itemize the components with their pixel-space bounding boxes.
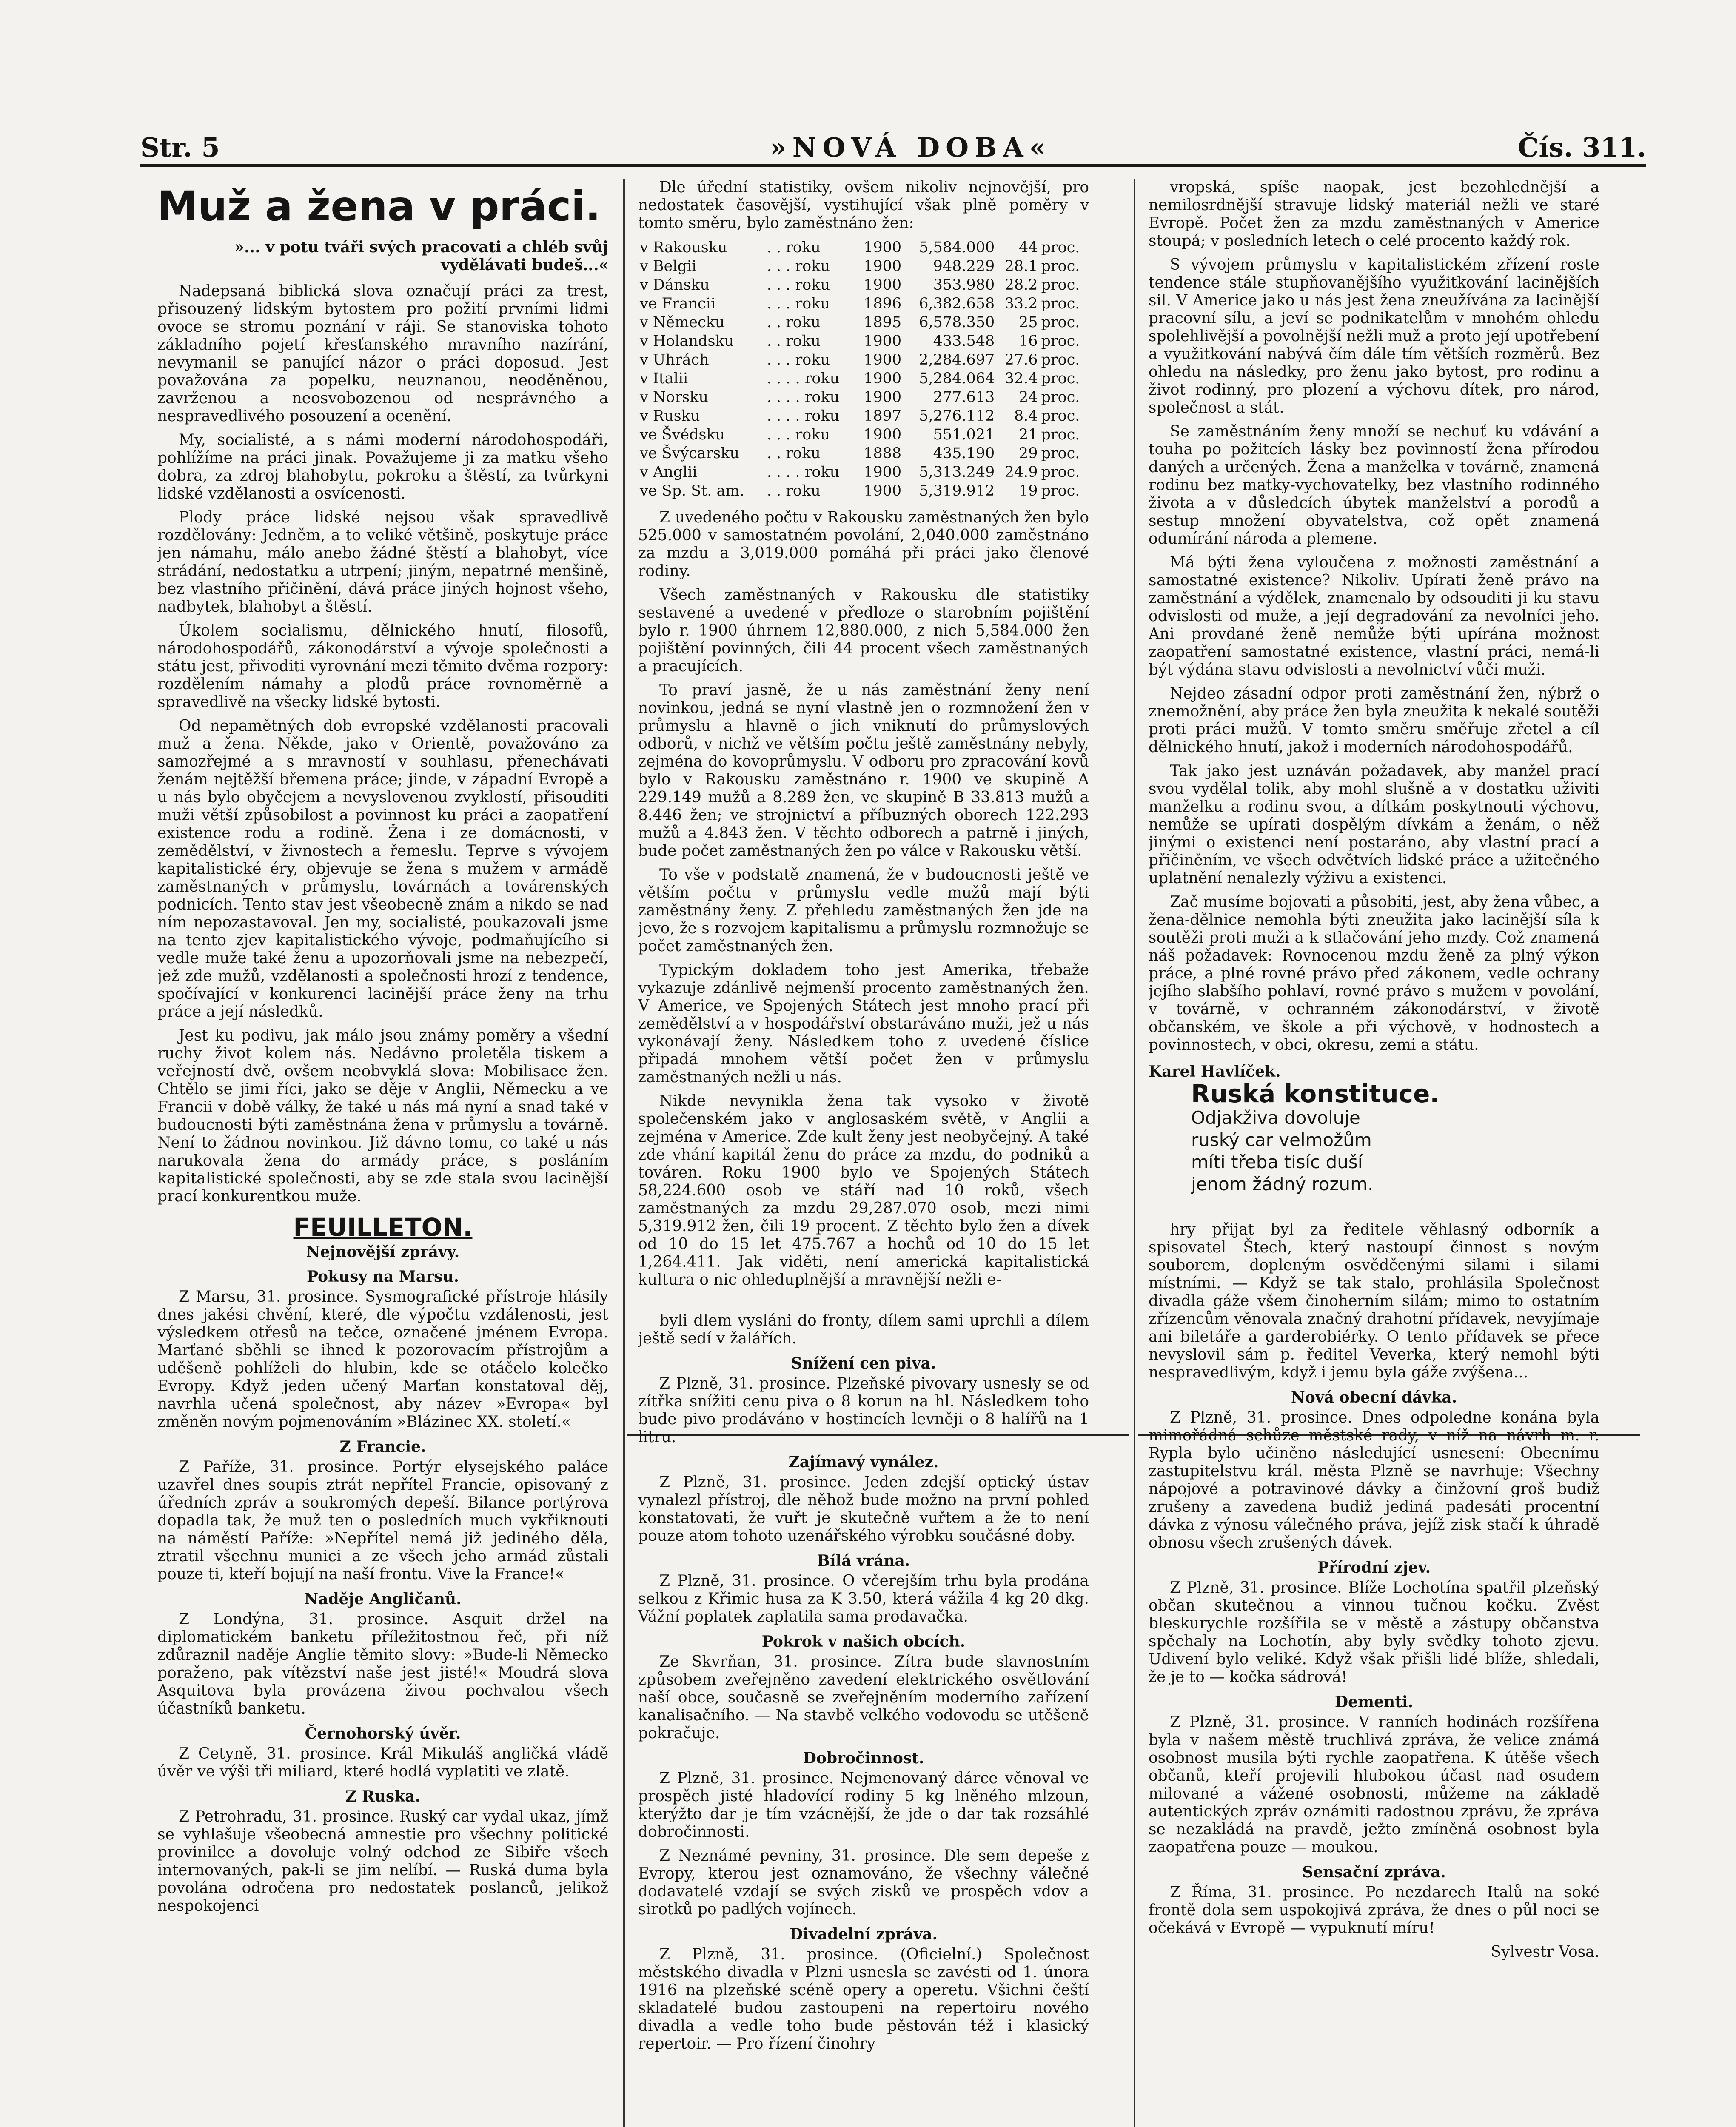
stats-row [638,276,1089,294]
article-title: Muž a žena v práci. [157,182,601,230]
article-paragraph: Se zaměstnáním ženy množí se nechuť ku vdávání a touha po požitcích lásky bez povinností žena přírodou daných a určených. Žena a manželka v továrně, znamená rodinu bez matky-vychovatelky, bez vlastního rodinného života a v důsledcích úbytek manželství a porodů a sestup množení obyvatelstva, což opět znamená odumírání národa a plemene. [1149,423,1599,547]
news-heading: Pokusy na Marsu. [306,1268,459,1286]
stats-cell: proc. [1041,351,1080,368]
stats-cell: 353.980 [933,277,995,294]
stats-cell: v Rakousku [640,239,727,256]
news-heading: Divadelní zpráva. [790,1925,938,1943]
stats-cell: 24.9 [1004,464,1038,481]
stats-row [638,444,1089,463]
stats-cell: 551.021 [933,426,995,443]
news-heading: Dementi. [1334,1693,1414,1711]
column-divider-1 [623,179,625,2127]
stats-cell: ve Švédsku [640,426,725,443]
stats-row [638,425,1089,444]
news-text: Z Plzně, 31. prosince. Jeden zdejší optický ústav vynalezl přístroj, dle něhož bude možno na první pohled konstatovati, že vuřt je skutečně vuřtem a že to není pouze atom tohoto uzenářského výrobku součásné doby. [638,1474,1089,1545]
stats-cell: v Belgii [640,258,697,275]
column-right [1149,179,1599,2127]
stats-cell: . . . roku [767,351,830,368]
poem-title: Ruská konstituce. [1191,1079,1440,1108]
stats-cell: . . roku [767,239,821,256]
stats-row [638,463,1089,482]
poem-line: ruský car velmožům [1191,1129,1372,1150]
news-text: Z Paříže, 31. prosince. Portýr elysejského paláce uzavřel dnes soupis ztrát nepřítel Francie, opisovaný z úředních zpráv a soukromých depeší. Bilance portýrova dopadla tak, že muž ten o posledních much vykřiknouti na náměstí Paříže: »Nepřítel nemá již jediného děla, ztratil všechnu munici a ze všech jeho armád zůstali pouze ti, kteří bojují na naší frontu. Vive la France!« [157,1458,608,1583]
news-text: Z Petrohradu, 31. prosince. Ruský car vydal ukaz, jímž se vyhlašuje všeobecná amnestie pro všechny politické provinilce a dovoluje volný odchod ze Sibiře všech internovaných, pak-li se jim nelíbí. — Ruská duma byla povolána odročena pro nedostatek poslanců, jelikož nespokojenci [157,1808,608,1915]
stats-cell: 6,382.658 [919,295,995,312]
news-text: byli dlem vysláni do fronty, dílem sami uprchli a dílem ještě sedí v žalářích. [638,1312,1089,1347]
news-heading: Pokrok v našich obcích. [761,1633,966,1651]
article-paragraph: Plody práce lidské nejsou však spravedlivě rozdělovány: Jedněm, a to veliké většině, poskytuje práce jen námahu, málo anebo žádné štěstí a blahobyt, více strádání, nedostatku a utrpení; jiným, nepatrné menšině, bez vlastního přičinění, dává práce jiných hojnost všeho, nadbytek, blahobyt a štěstí. [157,509,608,616]
stats-cell: proc. [1041,295,1080,312]
stats-cell: 1900 [864,258,902,275]
feuilleton-title: FEUILLETON. [293,1213,473,1242]
news-heading: Snížení cen piva. [791,1354,936,1372]
poem-line: jenom žádný rozum. [1191,1174,1374,1195]
stats-cell: . . . . roku [767,408,840,425]
masthead: »NOVÁ DOBA« [770,132,1052,163]
article-paragraph: vropská, spíše naopak, jest bezohlednější a nemilosrdnější stravuje lidský materiál nežli ve staré Evropě. Počet žen za mzdu zaměstnaných v Americe stoupá; v posledních letech o celé procento každý rok. [1149,179,1599,250]
stats-row [638,351,1089,369]
article-paragraph: Tak jako jest uznáván požadavek, aby manžel prací svou vydělal tolik, aby mohl slušně a v dostatku uživiti manželku a rodinu svou, a dítkám poskytnouti výchovu, nemůže se upírati dospělým dívkám a ženám, o něž jinými o existenci není postaráno, aby vlastní prací a přičiněním, ve všech odvětvích lidské práce a užitečného uplatnění nenalezly výživu a existenci. [1149,762,1599,887]
stats-cell: ve Švýcarsku [640,445,740,462]
stats-cell: 1900 [864,239,902,256]
stats-intro: Dle úřední statistiky, ovšem nikoliv nejnovější, pro nedostatek časovější, vystihující však plně poměry v tomto směru, bylo zaměstnáno žen: [638,179,1089,232]
article-paragraph: Od nepamětných dob evropské vzdělanosti pracovali muž a žena. Někde, jako v Orientě, považováno za samozřejmé a s mravností v souhlasu, přenechávati ženám nejtěžší břemena práce; jinde, v západní Evropě a u nás bylo obyčejem a nevyslovenou zvyklostí, přisouditi muži větší způsobilost a povinnost ku práci a zaopatření existence rodu a rodině. Žena i ze domácnosti, v zemědělství, v živnostech a řemeslu. Teprve s vývojem kapitalistické éry, objevuje se žena s mužem v armádě zaměstnaných v průmyslu, továrnách a továrenských podnicích. Tento stav jest všeobecně znám a nikdo se nad ním nepozastavoval. Jen my, socialisté, poukazovali jsme na tento zjev kapitalistického vývoje, podmaňujícího si vedle muže také ženu a upozorňovali jsme na nebezpečí, jež zde mužů, vzdělanosti a společnosti hrozí z tendence, spočívající v konkurenci lacinější práce ženy na trhu práce a její následků. [157,717,608,1021]
stats-cell: . . . . roku [767,389,840,406]
stats-cell: 27.6 [1004,351,1038,368]
article-paragraph: Jest ku podivu, jak málo jsou známy poměry a všední ruchy život kolem nás. Nedávno proletěla tiskem a veřejností dvě, ovšem neobvyklá slova: Mobilisace žen. Chtělo se jimi říci, jako se děje v Anglii, Německu a ve Francii v době války, že také u nás má nyní a snad také v budoucnosti býti zaměstnána žena v průmyslu a továrně. Není to žádnou novinkou. Již dávno tomu, co také u nás narukovala žena do armády práce, s posláním kapitalistické společnosti, aby se zde stala svou lacinější prací konkurentkou muže. [157,1027,608,1205]
column-left [157,179,608,2127]
stats-cell: 1900 [864,333,902,350]
issue-number: Čís. 311. [1518,132,1646,163]
stats-cell: proc. [1041,370,1080,387]
stats-cell: 1900 [864,482,902,499]
header-rule [140,164,1646,167]
article-epigraph: »... v potu tváři svých pracovati a chléb svůj vydělávati budeš...« [234,238,608,274]
article-paragraph: Všech zaměstnaných v Rakousku dle statistiky sestavené a uvedené v předloze o starobním pojištění bylo r. 1900 úhrnem 12,880.000, z nich 5,584.000 žen pojištění povinných, čili 44 procent všech zaměstnaných a pracujících. [638,586,1089,675]
news-text: Z Marsu, 31. prosince. Sysmografické přístroje hlásily dnes jakési chvění, které, dle výpočtu vzdálenosti, jest výsledkem otřesů na tečce, označené jménem Evropa. Marťané sběhli se ihned k pozorovacím přístrojům a uděšeně pohlíželi do hlubin, kde se otáčelo kolečko Evropy. Když jeden učený Marťan konstatoval děj, navrhla učená společnost, aby název »Evropa« byl změněn novým pojmenováním »Blázinec XX. století.« [157,1288,608,1431]
stats-cell: 28.2 [1004,277,1038,294]
stats-cell: 1900 [864,464,902,481]
stats-cell: v Dánsku [640,277,710,294]
stats-cell: 6,578.350 [919,314,995,331]
stats-cell: proc. [1041,333,1080,350]
stats-cell: proc. [1041,482,1080,499]
stats-cell: 28.1 [1004,258,1038,275]
stats-row [638,257,1089,276]
news-text: Ze Skvrňan, 31. prosince. Zítra bude slavnostním způsobem zveřejněno zavedení elektrického osvětlování naší obce, současně se zveřejněním moderního zařízení kanalisačního. — Na stavbě velkého vodovodu se utěšeně pokračuje. [638,1653,1089,1742]
stats-cell: . . . roku [767,426,830,443]
stats-cell: . . . . roku [767,464,840,481]
news-text: Z Plzně, 31. prosince. Plzeňské pivovary usnesly se od zítřka snížiti cenu piva o 8 korun na hl. Následkem toho bude pivo prodáváno v hostincích levněji o 8 halířů na 1 litru. [638,1375,1089,1446]
stats-cell: proc. [1041,314,1080,331]
stats-row [638,388,1089,407]
news-text: Z Plzně, 31. prosince. V ranních hodinách rozšířena byla v našem městě truchlivá zpráva, že velice známá osobnost musila býti rychle zaopatřena. K útěše všech občanů, kteří projevili hlubokou účast nad osudem milované a vážené osobnosti, můžeme na základě autentických zpráv oznámiti radostnou zprávu, že zpráva se nezakládá na pravdě, ježto zmíněná osobnost byla zaopatřena pouze — moukou. [1149,1714,1599,1856]
news-text: Z Plzně, 31. prosince. Dnes odpoledne konána byla mimořádná schůze městské rady, v níž na návrh m. r. Rypla bylo učiněno následující usnesení: Obecnímu zastupitelstvu král. města Plzně se navrhuje: Všechny nápojové a potravinové dávky a činžovní groš budiž zrušeny a zavedena budiž jediná padesáti procentní dávka z výnosu válečného práva, jejíž zisk stačí k úhradě obnosu všech zrušených dávek. [1149,1409,1599,1551]
stats-cell: 1900 [864,426,902,443]
employment-statistics-table [638,238,1089,500]
stats-cell: . . . roku [767,295,830,312]
news-text: Z Cetyně, 31. prosince. Král Mikuláš angličká vládě úvěr ve výši tři miliard, které hodlá vyplatiti ve zlatě. [157,1745,608,1780]
article-paragraph: Nadepsaná biblická slova označují práci za trest, přisouzený lidským bytostem pro požití prvními lidmi ovoce se stromu poznání v ráji. Se stanoviska tohoto základního pojetí křesťanského mravního nazírání, nevymanil se panující názor o práci doposud. Jest považována za popelku, neuznanou, neoděněnou, zavrženou a neosvobozenou od nesprávného a nespravedlivého posouzení a ocenění. [157,282,608,425]
article-paragraph: Nejdeo zásadní odpor proti zaměstnání žen, nýbrž o znemožnění, aby práce žen byla zneužita k nekalé soutěži proti práci mužů. V tomto směru směřuje zřetel a cíl dělnického hnutí, jakož i moderních národohospodářů. [1149,685,1599,756]
article-paragraph: Typickým dokladem toho jest Amerika, třebaže vykazuje zdánlivě nejmenší procento zaměstnaných žen. V Americe, ve Spojených Státech jest mnoho prací při zemědělství a v hospodářství obstaráváno muži, jež u nás vykonávají ženy. Následkem toho z uvedené číslice připadá mnohem větší počet žen v průmyslu zaměstnaných nežli u nás. [638,961,1089,1086]
stats-cell: 24 [1018,389,1038,406]
feuilleton-subtitle: Nejnovější zprávy. [306,1243,460,1261]
stats-cell: . . roku [767,482,821,499]
stats-cell: 277.613 [933,389,995,406]
stats-cell: v Uhrách [640,351,709,368]
stats-cell: ve Sp. St. am. [640,482,744,499]
stats-row [638,482,1089,500]
article-paragraph: Úkolem socialismu, dělnického hnutí, filosofů, národohospodářů, zákonodárství a vývoje společnosti a státu jest, přivoditi vyrovnání mezi těmito dvěma rozpory: rozdělením námahy a plodů práce rovnoměrně a spravedlivě na všecky lidské bytosti. [157,622,608,711]
stats-cell: v Rusku [640,408,700,425]
column-middle [638,179,1089,2127]
stats-cell: . . roku [767,314,821,331]
news-heading: Zajímavý vynález. [788,1453,939,1471]
news-text: Z Plzně, 31. prosince. Nejmenovaný dárce věnoval ve prospěch jisté hladovící rodiny 5 kg lněného mlzoun, kterýžto dar je tím vzácnější, že jde o dar tak rozsáhlé dobročinnosti. [638,1770,1089,1841]
stats-row [638,369,1089,388]
stats-cell: v Holandsku [640,333,734,350]
stats-cell: 32.4 [1004,370,1038,387]
stats-cell: proc. [1041,426,1080,443]
stats-cell: 1900 [864,277,902,294]
article-paragraph: To vše v podstatě znamená, že v budoucnosti ještě ve větším počtu v průmyslu vedle mužů mají býti zaměstnány ženy. Z přehledu zaměstnaných žen jde na jevo, že s rozvojem kapitalismu a průmyslu rozmnožuje se počet zaměstnaných žen. [638,866,1089,955]
stats-cell: 5,584.000 [919,239,995,256]
article-paragraph: Z uvedeného počtu v Rakousku zaměstnaných žen bylo 525.000 v samostatném povolání, 2,040.000 zaměstnáno za mzdu a 3,019.000 pomáhá při práci jako členové rodiny. [638,509,1089,580]
news-text: hry přijat byl za ředitele věhlasný odborník a spisovatel Štech, který nastoupí činnost s novým souborem, dopleným osvědčenými silami i silami místními. — Když se tak stalo, prohlásila Společnost divadla gáže všem činoherním silám; mimo to ostatním zřízencům věnovala značný drahotní přídavek, nevyjímaje ani biletáře a garderobiérky. O tento přídavek se přece nevyslovil sám p. ředitel Veverka, který nemohl býti nespravedlivým, když i jemu byla gáže zvýšena... [1149,1221,1599,1381]
article-paragraph: Nikde nevynikla žena tak vysoko v životě společenském jako v anglosaském světě, v Anglii a zejména v Americe. Zde kult ženy jest neobyčejný. A také zde vhání kapitál ženu do práce za mzdu, do podniků a továren. Roku 1900 bylo ve Spojených Státech 58,224.600 osob ve stáří nad 10 roků, všech zaměstnaných za mzdu 29,287.070 osob, mezi nimi 5,319.912 žen, čili 19 procent. Z těchto bylo žen a dívek od 10 do 15 let 475.767 a hochů od 10 do 15 let 1,264.411. Jak viděti, není americká kapitalistická kultura o nic ohleduplnější a mravnější nežli e- [638,1092,1089,1289]
stats-cell: 5,313.249 [919,464,995,481]
news-text: Z Londýna, 31. prosince. Asquit držel na diplomatickém banketu příležitostnou řeč, při níž zdůraznil naděje Anglie těmito slovy: »Bude-li Německo poraženo, pak vítězství naše jest jisté!« Moudrá slova Asquitova byla provázena živou pochvalou všech účastníků banketu. [157,1611,608,1717]
stats-cell: proc. [1041,258,1080,275]
stats-cell: 19 [1018,482,1038,499]
news-heading: Bílá vrána. [817,1552,910,1570]
stats-cell: 2,284.697 [919,351,995,368]
stats-cell: 8.4 [1014,408,1038,425]
article-author: Karel Havlíček. [1149,1063,1281,1081]
news-text: Z Neznámé pevniny, 31. prosince. Dle sem depeše z Evropy, kterou jest oznamováno, že všechny válečné dodavatelé vzdají se svých zisků ve prospěch vdov a sirotků po padlých vojínech. [638,1847,1089,1918]
stats-cell: 33.2 [1004,295,1038,312]
stats-cell: 25 [1018,314,1038,331]
stats-cell: v Italii [640,370,688,387]
stats-cell: 1895 [864,314,902,331]
stats-cell: 435.190 [933,445,995,462]
stats-cell: 5,319.912 [919,482,995,499]
stats-cell: proc. [1041,445,1080,462]
article-paragraph: Má býti žena vyloučena z možnosti zaměstnání a samostatné existence? Nikoliv. Upírati ženě právo na zaměstnání a výdělek, znamenalo by odsouditi ji ku stavu odvislosti od muže, a její degradování za nevolníci jeho. Ani provdané ženě nemůže býti upírána možnost zaopatření samostatné existence, vlastní práci, nemá-li být výdána stavu odvislosti a nevolnictví vůči muži. [1149,554,1599,679]
stats-row [638,407,1089,425]
stats-cell: . . roku [767,333,821,350]
news-heading: Černohorský úvěr. [305,1725,461,1742]
stats-row [638,238,1089,257]
news-heading: Naděje Angličanů. [304,1590,462,1608]
news-heading: Přírodní zjev. [1317,1559,1431,1577]
stats-cell: 1896 [864,295,902,312]
stats-cell: 948.229 [933,258,995,275]
stats-cell: 1897 [864,408,902,425]
stats-cell: v Anglii [640,464,697,481]
news-heading: Dobročinnost. [803,1749,924,1767]
news-text: Z Plzně, 31. prosince. (Oficielní.) Společnost městského divadla v Plzni usnesla se zavésti od 1. února 1916 na plzeňské scéně opery a operetu. Všichni čeští skladatelé budou zastoupeni na repertoiru nového divadla a vedle toho bude pěstován též i klasický repertoir. — Pro řízení činohry [638,1946,1089,2053]
stats-cell: v Německu [640,314,725,331]
stats-cell: 21 [1018,426,1038,443]
column-divider-2 [1134,179,1135,2127]
stats-cell: proc. [1041,277,1080,294]
stats-cell: 1888 [864,445,902,462]
stats-row [638,332,1089,351]
stats-cell: ve Francii [640,295,716,312]
news-text: Z Plzně, 31. prosince. Blíže Lochotína spatřil plzeňský občan skutečnou a vinnou tučnou kočku. Zvěst bleskurychle rozšířila se v městě a zástupy občanstva spěchaly na Lochotín, aby byly svědky tohoto zjevu. Udivení bylo veliké. Když však přišli lidé blíže, shledali, že je to — kočka sádrová! [1149,1579,1599,1686]
news-text: Z Plzně, 31. prosince. O včerejším trhu byla prodána selkou z Křimic husa za K 3.50, která vážila 4 kg 20 dkg. Vážní poplatek zaplatila sama prodavačka. [638,1572,1089,1625]
stats-cell: . . . . roku [767,370,840,387]
stats-cell: . . . roku [767,258,830,275]
stats-cell: 433.548 [933,333,995,350]
stats-row [638,294,1089,313]
news-heading: Z Ruska. [345,1788,420,1805]
stats-cell: 1900 [864,389,902,406]
stats-cell: proc. [1041,239,1080,256]
stats-cell: proc. [1041,464,1080,481]
stats-cell: v Norsku [640,389,709,406]
stats-cell: 1900 [864,351,902,368]
article-paragraph: To praví jasně, že u nás zaměstnání ženy není novinkou, jedná se nyní vlastně jen o rozmnožení žen v průmyslu a hlavně o jich vniknutí do průmyslových odborů, v nichž ve větším počtu ještě zaměstnány nebyly, zejména do kovoprůmyslu. V odboru pro zpracování kovů bylo v Rakousku zaměstnáno r. 1900 ve skupině A 229.149 mužů a 8.289 žen, ve skupině B 33.813 mužů a 8.446 žen; ve strojnictví a příbuzných oborech 122.293 mužů a 4.843 žen. V těchto odborech a patrně i jiných, bude počet zaměstnaných žen po válce v Rakousku větší. [638,681,1089,860]
stats-cell: proc. [1041,408,1080,425]
stats-cell: 44 [1018,239,1038,256]
stats-cell: . . roku [767,445,821,462]
stats-cell: . . . roku [767,277,830,294]
news-text: Z Říma, 31. prosince. Po nezdarech Italů na soké frontě dola sem uspokojivá zpráva, že dnes o půl noci se očekává v Evropě — vypuknutí míru! [1149,1884,1599,1937]
page-header [140,128,1646,166]
news-heading: Sensační zpráva. [1302,1863,1446,1881]
news-heading: Nová obecní dávka. [1291,1389,1457,1406]
stats-row [638,313,1089,332]
news-heading: Z Francie. [339,1438,426,1456]
article-paragraph: Zač musíme bojovati a působiti, jest, aby žena vůbec, a žena-dělnice nemohla býti zneužita jako lacinější síla k soutěži proti muži a k stlačování jeho mzdy. Což znamená náš požadavek: Rovnocenou mzdu ženě za plný výkon práce, a plné rovné právo před zákonem, vedle ochrany jejího slabšího pohlaví, rovné právo s mužem v povolání, v továrně, v ochranném zákonodárství, v životě občanském, ve škole a při výchově, v hodnostech a povinnostech, v obci, okresu, zemi a státu. [1149,893,1599,1054]
article-paragraph: S vývojem průmyslu v kapitalistickém zřízení roste tendence stále stupňovanějšího využitkování lacinějších sil. V Americe jako u nás jest žena zneužívána za lacinější pracovní sílu, a jeví se podnikatelům v mnohém ohledu spolehlivější a povolnější nežli muž a proto její upotřebení a využitkování nabývá čím dále tím větších rozměrů. Bez ohledu na následky, pro ženu jako bytost, pro rodinu a život rodinný, pro plození a výchovu dítek, pro národ, společnost a stát. [1149,256,1599,416]
stats-cell: 1900 [864,370,902,387]
poem-line: Odjakživa dovoluje [1191,1107,1360,1128]
poem [1191,1107,1599,1195]
poem-line: míti třeba tisíc duší [1191,1152,1363,1172]
feuilleton-author: Sylvestr Vosa. [1491,1943,1599,1961]
page-number: Str. 5 [140,132,220,163]
article-paragraph: My, socialisté, a s námi moderní národohospodáři, pohlížíme na práci jinak. Považujeme ji za matku všeho dobra, za zdroj blahobytu, pokroku a štěstí, za tvůrkyni lidské vzdělanosti a osvícenosti. [157,431,608,502]
stats-cell: 16 [1018,333,1038,350]
stats-cell: proc. [1041,389,1080,406]
stats-cell: 5,276.112 [919,408,995,425]
stats-cell: 29 [1018,445,1038,462]
stats-cell: 5,284.064 [919,370,995,387]
